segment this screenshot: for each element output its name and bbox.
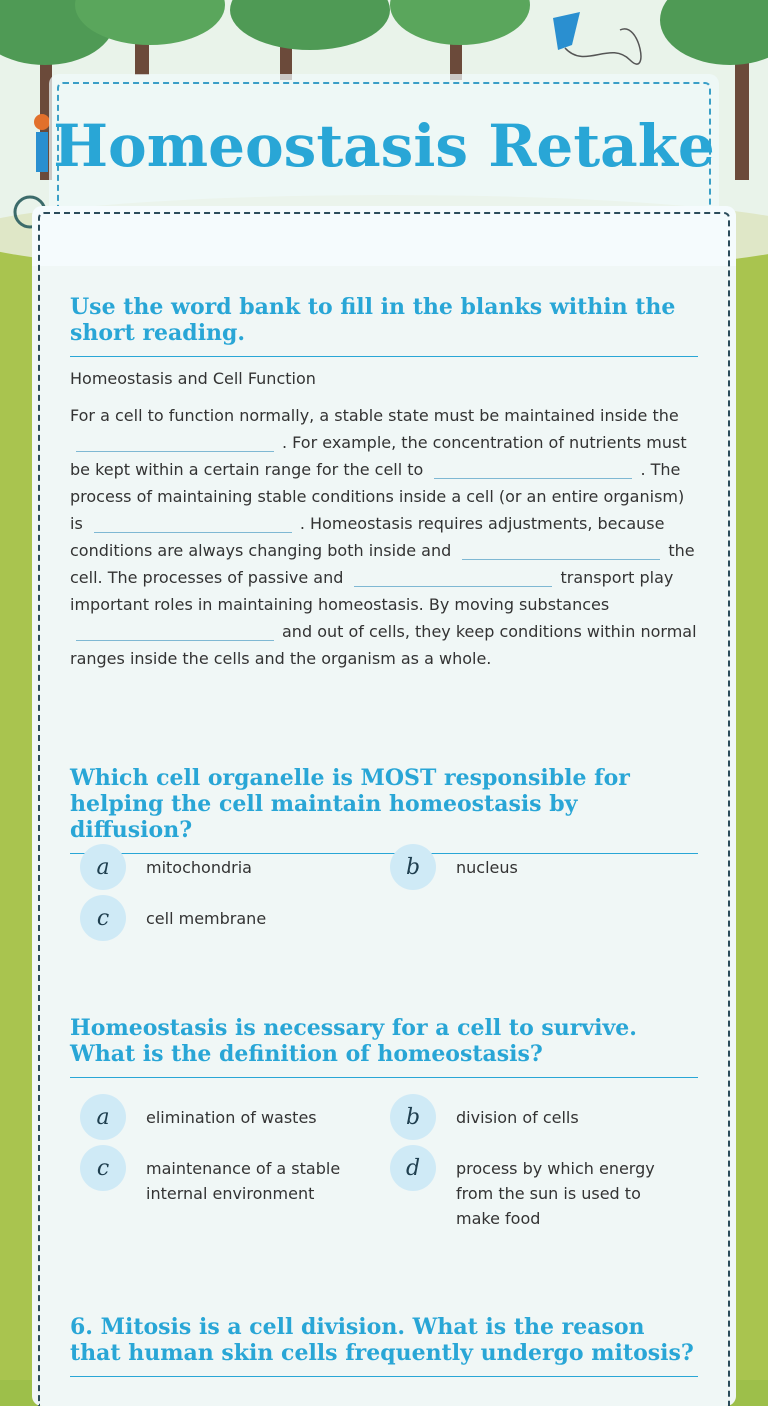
kite-icon	[553, 12, 641, 64]
option-b[interactable]	[390, 844, 676, 890]
option-text: cell membrane	[146, 909, 267, 928]
blank-4[interactable]	[462, 541, 660, 560]
option-letter-badge: c	[80, 1145, 126, 1191]
reading-text: For a cell to function normally, a stable state must be maintained inside the	[70, 406, 679, 425]
option-d[interactable]	[390, 1145, 676, 1231]
tree-icon	[390, 0, 530, 80]
blank-2[interactable]	[434, 460, 632, 479]
question-4-prompt: 6. Mitosis is a cell division. What is the reason that human skin cells frequently undergo mitosis?	[70, 1314, 698, 1377]
option-text: maintenance of a stable internal environment	[146, 1159, 341, 1203]
reading-heading: Homeostasis and Cell Function	[70, 369, 316, 388]
option-letter-badge: c	[80, 895, 126, 941]
option-letter-badge: d	[390, 1145, 436, 1191]
reading-text: and out of cells, they keep conditions within normal ranges inside the cells and the organism as a whole.	[70, 622, 697, 668]
blank-3[interactable]	[94, 514, 292, 533]
option-b[interactable]	[390, 1094, 676, 1140]
option-text: division of cells	[456, 1108, 579, 1127]
blank-1[interactable]	[76, 433, 274, 452]
reading-text: transport play important roles in maintaining homeostasis. By moving substances	[70, 568, 674, 614]
option-letter-badge: a	[80, 844, 126, 890]
option-text: process by which energy from the sun is used to make food	[456, 1159, 655, 1228]
question-3-prompt: Homeostasis is necessary for a cell to survive. What is the definition of homeostasis?	[70, 1015, 698, 1078]
option-c[interactable]	[80, 895, 366, 941]
option-c[interactable]	[80, 1145, 366, 1206]
option-letter-badge: b	[390, 1094, 436, 1140]
option-text: elimination of wastes	[146, 1108, 317, 1127]
option-letter-badge: a	[80, 1094, 126, 1140]
blank-6[interactable]	[76, 622, 274, 641]
question-1-prompt: Use the word bank to fill in the blanks within the short reading.	[70, 294, 698, 357]
reading-text: the cell. The processes of passive and	[70, 541, 695, 587]
page-title: Homeostasis Retake	[53, 112, 715, 180]
option-letter-badge: b	[390, 844, 436, 890]
reading-text: . The process of maintaining stable conditions inside a cell (or an entire organism) is	[70, 460, 685, 533]
tree-icon	[230, 0, 390, 80]
reading-text: . For example, the concentration of nutrients must be kept within a certain range for the cell to	[70, 433, 687, 479]
option-text: nucleus	[456, 858, 518, 877]
blank-5[interactable]	[354, 568, 552, 587]
option-a[interactable]	[80, 844, 366, 890]
option-a[interactable]	[80, 1094, 366, 1140]
reading-passage	[70, 402, 698, 672]
reading-text: . Homeostasis requires adjustments, because conditions are always changing both inside and	[70, 514, 665, 560]
question-2-prompt: Which cell organelle is MOST responsible for helping the cell maintain homeostasis by diffusion?	[70, 765, 698, 854]
option-text: mitochondria	[146, 858, 252, 877]
